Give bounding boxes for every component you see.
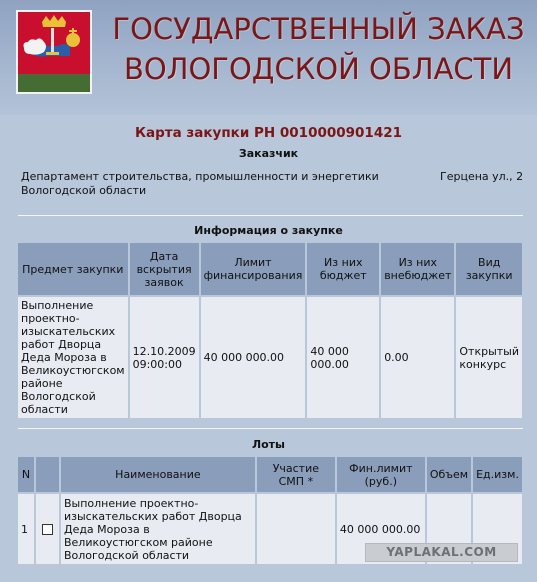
lot-smp [257, 494, 335, 564]
col-header: Дата вскрытия заявок [130, 243, 199, 295]
customer-address: Герцена ул., 2 [440, 170, 524, 183]
lots-title: Лоты [251, 438, 286, 451]
lot-select-cell [36, 494, 59, 564]
purchase-info-table [16, 241, 524, 420]
budget-amount: 40 000 000.00 [307, 297, 379, 418]
col-header [36, 457, 59, 492]
table-row [18, 297, 522, 418]
site-watermark: YAPLAKAL.COM [365, 543, 518, 562]
page-header [0, 0, 537, 115]
col-header: Вид закупки [456, 243, 522, 295]
vologda-coat-of-arms-icon [16, 10, 92, 94]
col-header: Фин.лимит (руб.) [337, 457, 425, 492]
lot-name: Выполнение проектно-изыскательских работ Дворца Деда Мороза в Великоустюгском районе Вологодской области [61, 494, 255, 564]
purchase-info-title: Информация о закупке [194, 224, 343, 237]
purchase-card-title: Карта закупки РН 0010000901421 [134, 125, 402, 141]
purchase-subject: Выполнение проектно-изыскательских работ Дворца Деда Мороза в Великоустюгском районе Вологодской области [18, 297, 128, 418]
divider [18, 428, 523, 429]
lot-checkbox[interactable] [42, 524, 53, 535]
customer-name: Департамент строительства, промышленности и энергетики Вологодской области [21, 170, 379, 197]
col-header: Ед.изм. [473, 457, 522, 492]
purchase-type: Открытый конкурс [456, 297, 522, 418]
open-date: 12.10.2009 09:00:00 [130, 297, 199, 418]
site-title-line2: ВОЛОГОДСКОЙ ОБЛАСТИ [123, 52, 514, 86]
finance-limit: 40 000 000.00 [201, 297, 306, 418]
col-header: Предмет закупки [18, 243, 128, 295]
col-header: Участие СМП * [257, 457, 335, 492]
col-header: Из них бюджет [307, 243, 379, 295]
site-title-line1: ГОСУДАРСТВЕННЫЙ ЗАКАЗ [112, 12, 525, 46]
lot-fin-limit: 40 000 000.00 [337, 494, 425, 564]
customer-label: Заказчик [238, 147, 299, 160]
col-header: N [18, 457, 34, 492]
off-budget-amount: 0.00 [381, 297, 454, 418]
col-header: Лимит финансирования [201, 243, 306, 295]
col-header: Объем [427, 457, 471, 492]
col-header: Из них внебюджет [381, 243, 454, 295]
lot-number: 1 [18, 494, 34, 564]
col-header: Наименование [61, 457, 255, 492]
divider [18, 215, 523, 216]
